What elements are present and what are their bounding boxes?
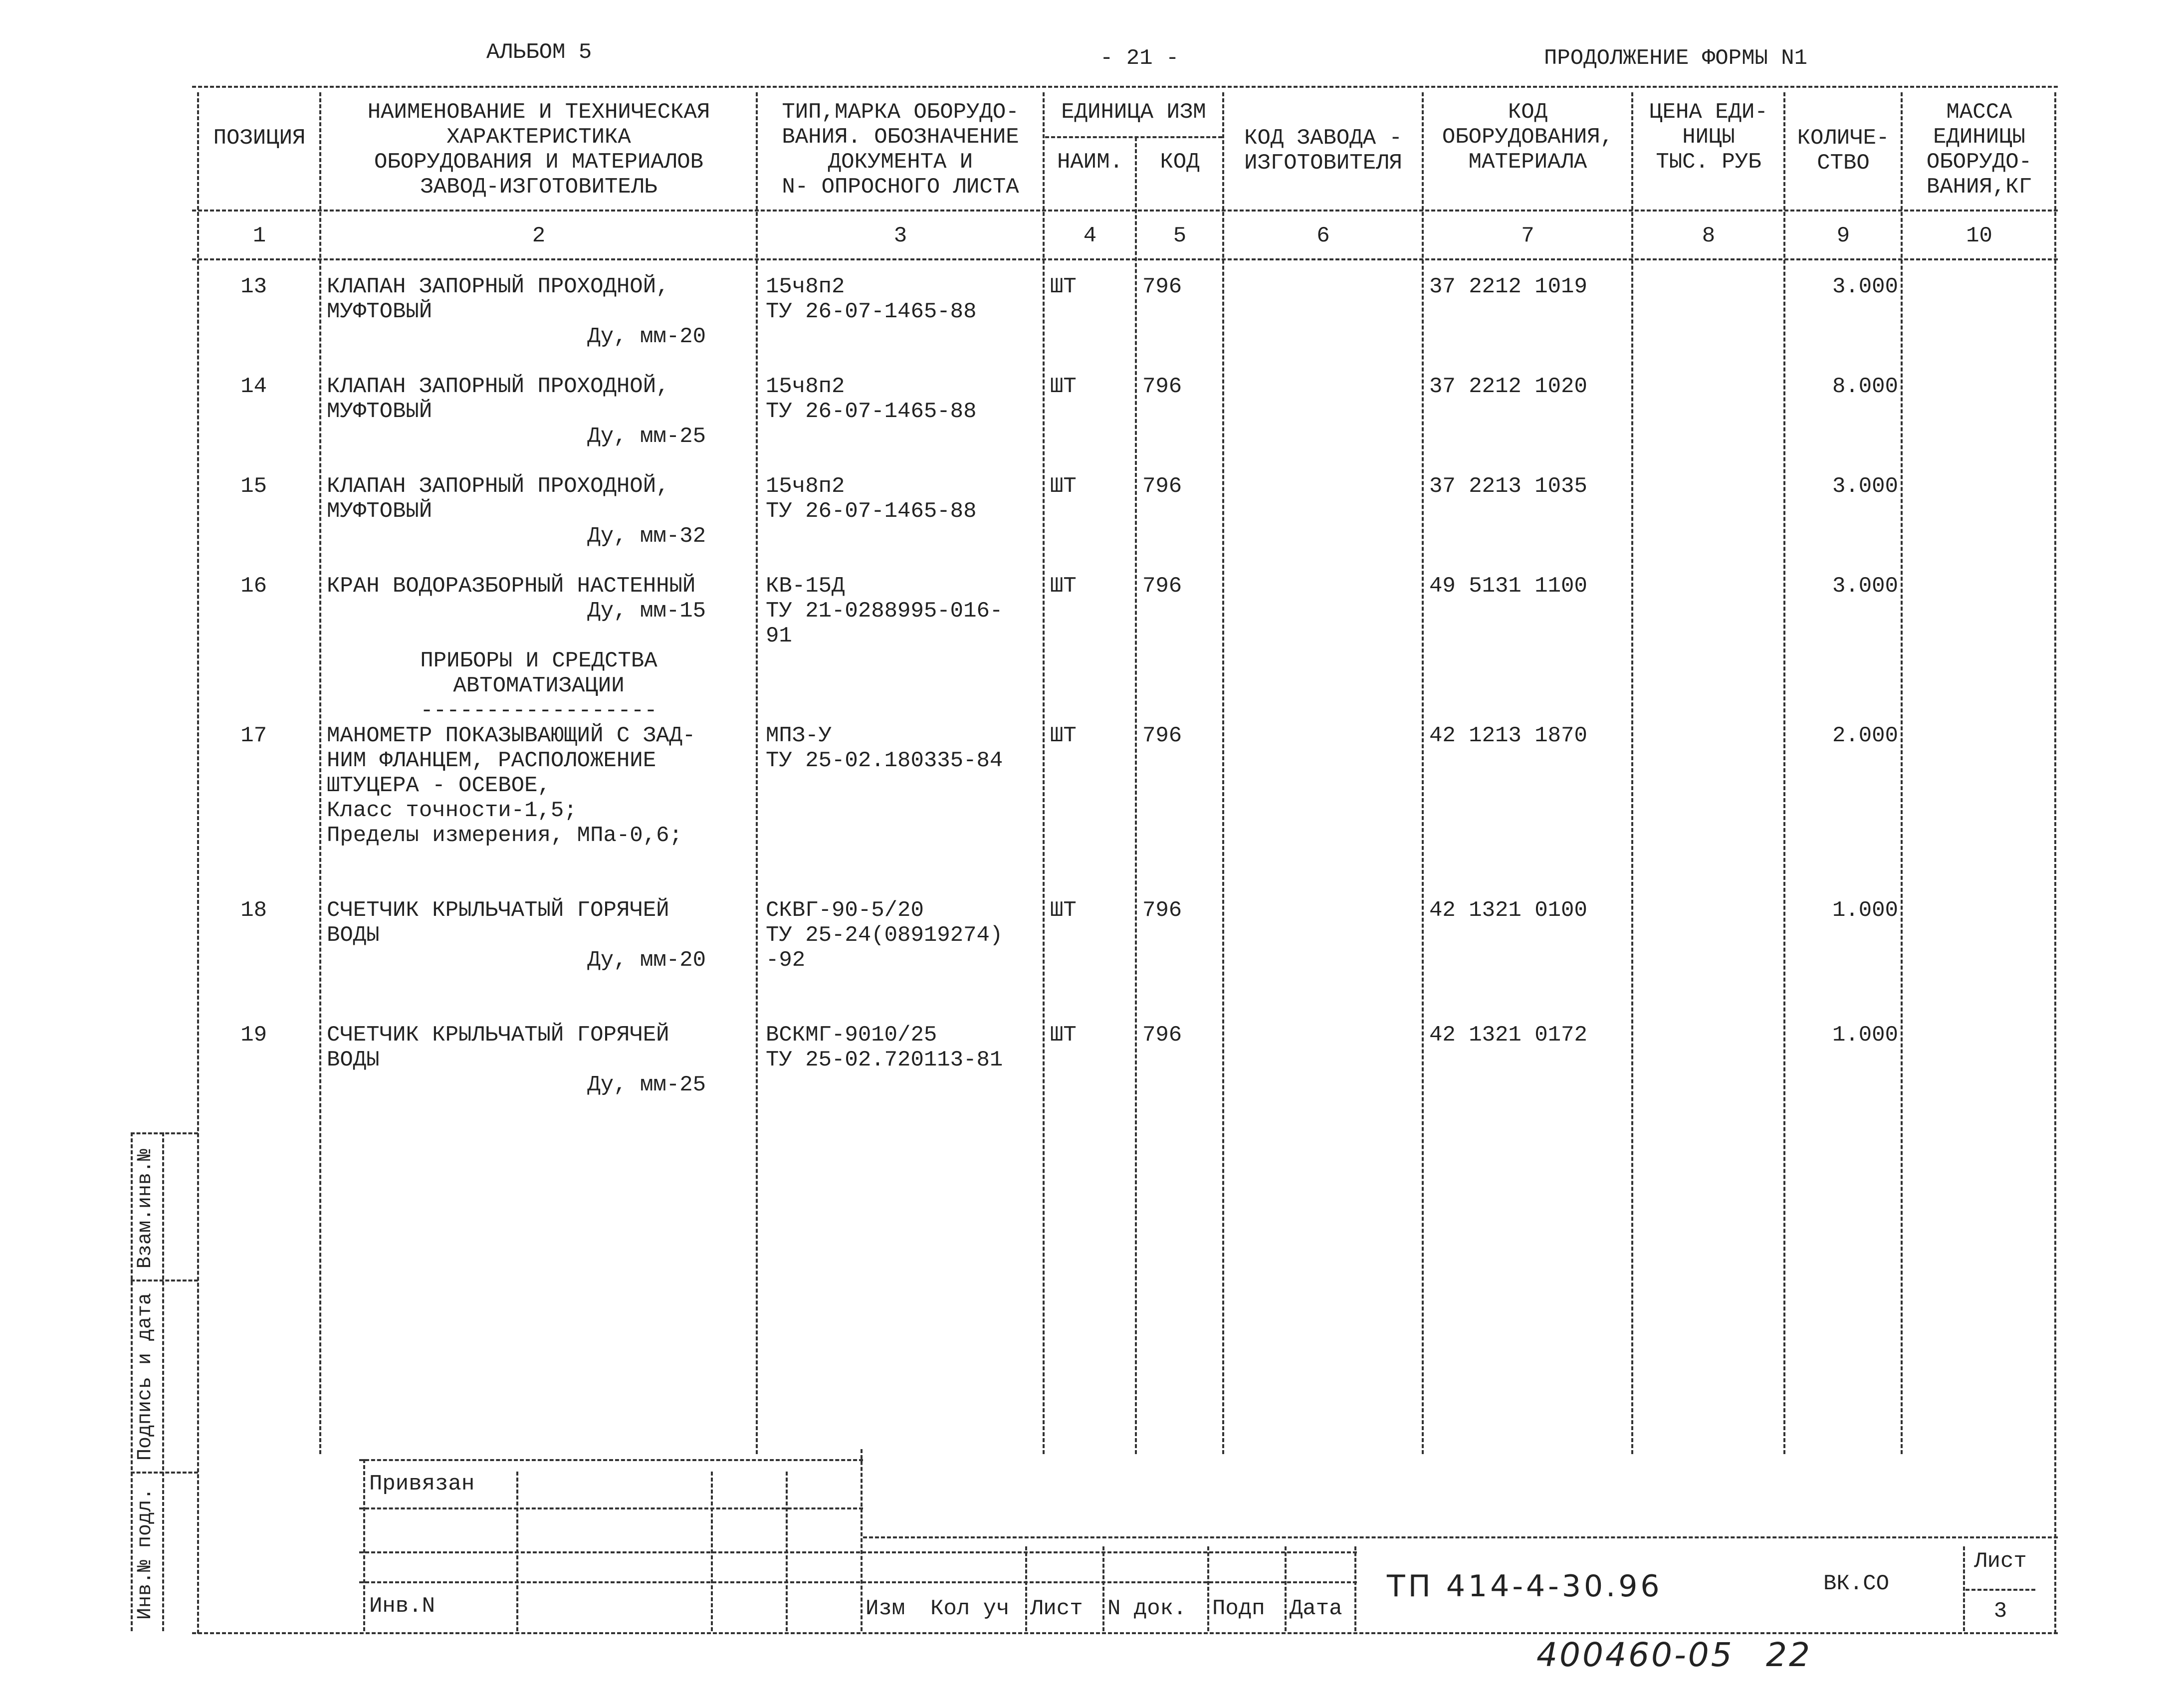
row-position: 17 <box>240 723 267 748</box>
col-header-unit-code: КОД <box>1160 150 1200 175</box>
row-unit-code: 796 <box>1142 898 1182 923</box>
row-position: 14 <box>240 374 267 399</box>
col-number: 6 <box>1316 223 1330 248</box>
row-type: КВ-15Д ТУ 21-0288995-016- 91 <box>766 574 1003 648</box>
row-name: СЧЕТЧИК КРЫЛЬЧАТЫЙ ГОРЯЧЕЙ ВОДЫ <box>327 1023 669 1072</box>
row-position: 13 <box>240 274 267 299</box>
stamp-izm: Изм <box>866 1596 905 1621</box>
row-unit: ШТ <box>1050 474 1077 499</box>
col-header-position: ПОЗИЦИЯ <box>213 126 306 151</box>
side-label-vzam: Взам.инв.№ <box>134 1148 157 1269</box>
col-header-unit-name: НАИМ. <box>1057 150 1123 175</box>
side-label-inv-original: Инв.№ подл. <box>134 1488 157 1620</box>
row-name: СЧЕТЧИК КРЫЛЬЧАТЫЙ ГОРЯЧЕЙ ВОДЫ <box>327 898 669 948</box>
row-type: 15ч8п2 ТУ 26-07-1465-88 <box>766 474 977 524</box>
header-bottom-rule <box>192 210 2058 212</box>
stamp-border <box>1354 1546 1356 1631</box>
row-equipment-code: 37 2212 1020 <box>1429 374 1587 399</box>
col-border <box>756 92 758 1454</box>
col-border <box>1783 92 1785 1454</box>
col-number: 8 <box>1702 223 1716 248</box>
stamp-rule <box>863 1536 2058 1538</box>
table-bottom-rule <box>192 1632 2058 1634</box>
row-size: Ду, мм-15 <box>587 599 706 624</box>
section-title: ПРИБОРЫ И СРЕДСТВА АВТОМАТИЗАЦИИ <box>420 648 657 698</box>
album-label: АЛЬБОМ 5 <box>486 40 592 65</box>
row-type: 15ч8п2 ТУ 26-07-1465-88 <box>766 374 977 424</box>
col-header-mass: МАССА ЕДИНИЦЫ ОБОРУДО- ВАНИЯ,КГ <box>1926 100 2032 200</box>
row-equipment-code: 49 5131 1100 <box>1429 574 1587 599</box>
row-unit-code: 796 <box>1142 474 1182 499</box>
row-equipment-code: 42 1321 0100 <box>1429 898 1587 923</box>
stamp-n-dok: N док. <box>1107 1596 1187 1621</box>
row-size: Ду, мм-32 <box>587 524 706 549</box>
row-type: СКВГ-90-5/20 ТУ 25-24(08919274) -92 <box>766 898 1003 973</box>
row-name: КРАН ВОДОРАЗБОРНЫЙ НАСТЕННЫЙ <box>327 574 696 599</box>
row-position: 18 <box>240 898 267 923</box>
stamp-border <box>1207 1546 1209 1631</box>
row-type: 15ч8п2 ТУ 26-07-1465-88 <box>766 274 977 324</box>
stamp-sheet-number: 3 <box>1993 1599 2007 1624</box>
col-number: 10 <box>1966 223 1992 248</box>
side-border <box>131 1132 133 1631</box>
row-unit-code: 796 <box>1142 574 1182 599</box>
row-name: КЛАПАН ЗАПОРНЫЙ ПРОХОДНОЙ, МУФТОВЫЙ <box>327 474 669 524</box>
col-border <box>319 92 321 1454</box>
col-number: 4 <box>1083 223 1097 248</box>
row-name: МАНОМЕТР ПОКАЗЫВАЮЩИЙ С ЗАД- НИМ ФЛАНЦЕМ, РАСПОЛОЖЕНИЕ ШТУЦЕРА - ОСЕВОЕ, Класс точности-1,5; Пределы измерения, МПа-0,6; <box>327 723 696 848</box>
row-position: 19 <box>240 1023 267 1048</box>
stamp-rule <box>359 1459 863 1461</box>
row-unit-code: 796 <box>1142 1023 1182 1048</box>
row-unit: ШТ <box>1050 723 1077 748</box>
stamp-sheet-label: Лист <box>1974 1549 2027 1574</box>
section-underline: ------------------ <box>420 698 657 723</box>
row-name: КЛАПАН ЗАПОРНЫЙ ПРОХОДНОЙ, МУФТОВЫЙ <box>327 374 669 424</box>
stamp-mark: ВК.СО <box>1823 1571 1890 1596</box>
stamp-data: Дата <box>1290 1596 1342 1621</box>
row-position: 15 <box>240 474 267 499</box>
stamp-border <box>1963 1546 1965 1631</box>
row-quantity: 2.000 <box>1832 723 1898 748</box>
stamp-border <box>1285 1546 1287 1631</box>
footer-page-number: 22 <box>1766 1636 1812 1674</box>
col-border <box>1631 92 1633 1454</box>
col-border <box>1422 92 1424 1454</box>
side-label-signature-date: Подпись и дата <box>134 1292 157 1461</box>
row-size: Ду, мм-25 <box>587 424 706 449</box>
col-number: 7 <box>1521 223 1534 248</box>
row-type: МПЗ-У ТУ 25-02.180335-84 <box>766 723 1003 773</box>
row-unit: ШТ <box>1050 898 1077 923</box>
col-number: 1 <box>252 223 266 248</box>
col-border <box>1043 92 1045 1454</box>
row-unit-code: 796 <box>1142 723 1182 748</box>
stamp-border <box>1102 1546 1104 1631</box>
row-quantity: 8.000 <box>1832 374 1898 399</box>
row-unit-code: 796 <box>1142 274 1182 299</box>
col-number: 5 <box>1173 223 1187 248</box>
col-number: 2 <box>532 223 546 248</box>
row-unit: ШТ <box>1050 374 1077 399</box>
col-header-unit: ЕДИНИЦА ИЗМ <box>1061 100 1206 125</box>
col-header-name: НАИМЕНОВАНИЕ И ТЕХНИЧЕСКАЯ ХАРАКТЕРИСТИКА ОБОРУДОВАНИЯ И МАТЕРИАЛОВ ЗАВОД-ИЗГОТОВИТЕЛЬ <box>367 100 710 200</box>
col-header-quantity: КОЛИЧЕ- СТВО <box>1797 126 1890 176</box>
col-number: 3 <box>893 223 907 248</box>
col-header-type: ТИП,МАРКА ОБОРУДО- ВАНИЯ. ОБОЗНАЧЕНИЕ ДОКУМЕНТА И N- ОПРОСНОГО ЛИСТА <box>782 100 1019 200</box>
page-number: - 21 - <box>1100 46 1179 71</box>
col-border <box>1222 92 1224 1454</box>
row-equipment-code: 42 1213 1870 <box>1429 723 1587 748</box>
row-quantity: 1.000 <box>1832 898 1898 923</box>
stamp-doc-code: ТП 414-4-30.96 <box>1387 1569 1663 1604</box>
stamp-privyazan: Привязан <box>369 1472 475 1496</box>
row-quantity: 1.000 <box>1832 1023 1898 1048</box>
stamp-border <box>516 1472 518 1631</box>
unit-sub-rule <box>1045 136 1222 138</box>
stamp-rule <box>1965 1589 2035 1591</box>
row-equipment-code: 37 2213 1035 <box>1429 474 1587 499</box>
footer-archive-number: 400460-05 <box>1536 1636 1734 1674</box>
row-quantity: 3.000 <box>1832 474 1898 499</box>
stamp-border <box>861 1449 863 1631</box>
stamp-border <box>363 1459 365 1631</box>
row-size: Ду, мм-25 <box>587 1072 706 1097</box>
row-type: ВСКМГ-9010/25 ТУ 25-02.720113-81 <box>766 1023 1003 1072</box>
stamp-podp: Подп <box>1212 1596 1265 1621</box>
col-border <box>1135 137 1137 1454</box>
col-border <box>2054 92 2056 1634</box>
col-border <box>197 92 199 1634</box>
continuation-label: ПРОДОЛЖЕНИЕ ФОРМЫ N1 <box>1544 46 1808 71</box>
row-unit: ШТ <box>1050 274 1077 299</box>
numbers-bottom-rule <box>192 258 2058 260</box>
stamp-border <box>786 1472 788 1631</box>
stamp-list: Лист <box>1030 1596 1083 1621</box>
row-size: Ду, мм-20 <box>587 324 706 349</box>
stamp-inv: Инв.N <box>369 1594 436 1619</box>
stamp-border <box>1025 1546 1027 1631</box>
col-header-price: ЦЕНА ЕДИ- НИЦЫ ТЫС. РУБ <box>1649 100 1768 175</box>
col-header-equipment-code: КОД ОБОРУДОВАНИЯ, МАТЕРИАЛА <box>1442 100 1614 175</box>
row-equipment-code: 37 2212 1019 <box>1429 274 1587 299</box>
table-top-rule <box>192 86 2058 88</box>
row-size: Ду, мм-20 <box>587 948 706 973</box>
row-unit: ШТ <box>1050 574 1077 599</box>
row-position: 16 <box>240 574 267 599</box>
stamp-border <box>711 1472 713 1631</box>
row-quantity: 3.000 <box>1832 574 1898 599</box>
row-unit-code: 796 <box>1142 374 1182 399</box>
col-header-factory-code: КОД ЗАВОДА - ИЗГОТОВИТЕЛЯ <box>1244 126 1402 176</box>
row-unit: ШТ <box>1050 1023 1077 1048</box>
col-number: 9 <box>1836 223 1850 248</box>
row-equipment-code: 42 1321 0172 <box>1429 1023 1587 1048</box>
stamp-kol-uch: Кол уч <box>930 1596 1010 1621</box>
row-name: КЛАПАН ЗАПОРНЫЙ ПРОХОДНОЙ, МУФТОВЫЙ <box>327 274 669 324</box>
col-border <box>1901 92 1903 1454</box>
row-quantity: 3.000 <box>1832 274 1898 299</box>
side-border <box>162 1132 164 1631</box>
